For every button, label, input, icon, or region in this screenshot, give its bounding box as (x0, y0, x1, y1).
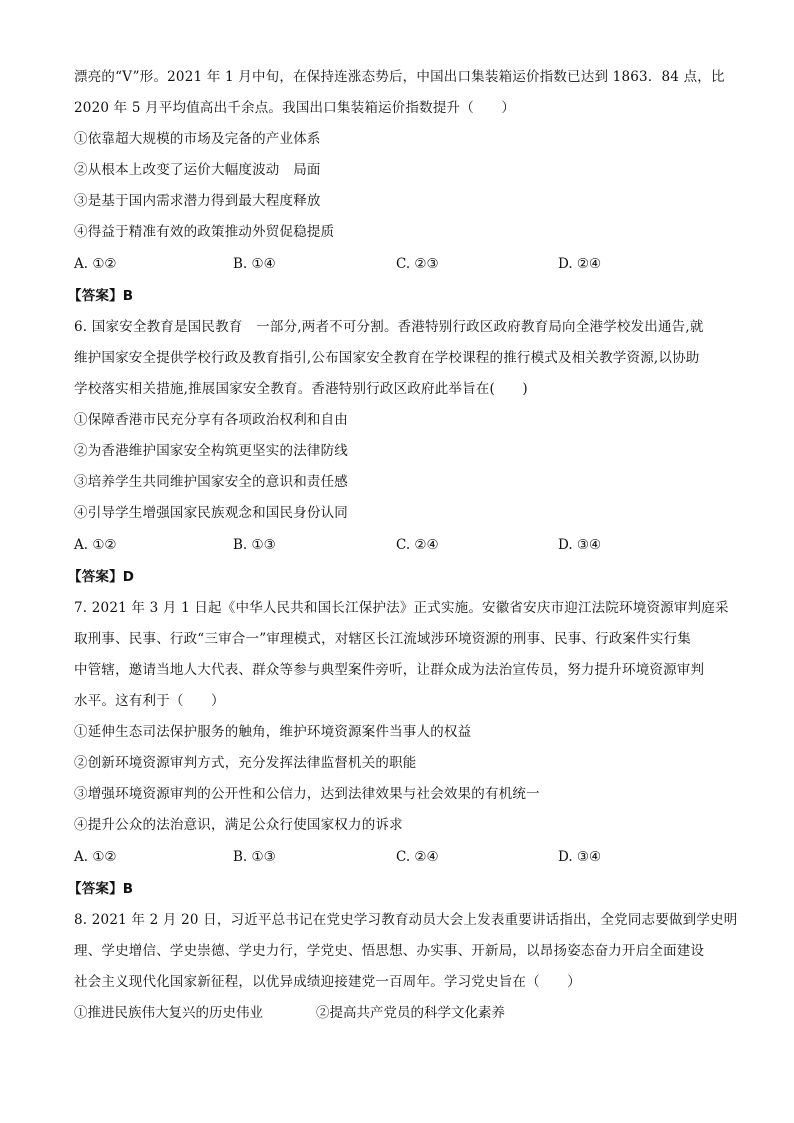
q7-choice-d: D. ③④ (558, 849, 602, 865)
q5-stem-line-2: 2020 年 5 月平均值高出千余点。我国出口集装箱运价指数提升（ ） (74, 100, 516, 116)
q5-option-3: ③是基于国内需求潜力得到最大程度释放 (74, 193, 321, 209)
q7-stem-line-1: 7. 2021 年 3 月 1 日起《中华人民共和国长江保护法》正式实施。安徽省安庆市迎江法院环境资源审判庭采 (74, 600, 729, 616)
q5-choice-d: D. ②④ (558, 256, 602, 272)
q7-stem-line-3: 中管辖，邀请当地人大代表、群众等参与典型案件旁听，让群众成为法治宣传员，努力提升环境资源审判 (74, 662, 705, 678)
q5-choice-c: C. ②③ (396, 256, 439, 272)
q6-option-2: ②为香港维护国家安全构筑更坚实的法律防线 (74, 443, 348, 459)
q5-answer: 【答案】B (68, 288, 134, 304)
q5-choice-b: B. ①④ (233, 256, 276, 272)
q5-option-4: ④得益于精准有效的政策推动外贸促稳提质 (74, 224, 335, 240)
q7-stem-line-2: 取刑事、民事、行政“三审合一”审理模式，对辖区长江流域涉环境资源的刑事、民事、行政案件实行集 (74, 631, 692, 647)
q7-choice-a: A. ①② (74, 849, 117, 865)
q8-stem-line-2: 理、学史增信、学史崇德、学史力行，学党史、悟思想、办实事、开新局，以昂扬姿态奋力开启全面建设 (74, 943, 705, 959)
q7-choice-b: B. ①③ (233, 849, 276, 865)
q8-stem-line-3: 社会主义现代化国家新征程，以优异成绩迎接建党一百周年。学习党史旨在（ ） (74, 974, 581, 990)
q7-option-4: ④提升公众的法治意识，满足公众行使国家权力的诉求 (74, 817, 403, 833)
q8-stem-line-1: 8. 2021 年 2 月 20 日，习近平总书记在党史学习教育动员大会上发表重要讲话指出，全党同志要做到学史明 (74, 912, 738, 928)
q5-option-1: ①依靠超大规模的市场及完备的产业体系 (74, 131, 321, 147)
q6-option-3: ③培养学生共同维护国家安全的意识和责任感 (74, 474, 348, 490)
q5-option-2: ②从根本上改变了运价大幅度波动 局面 (74, 162, 321, 178)
q6-choice-d: D. ③④ (558, 537, 602, 553)
q5-choice-a: A. ①② (74, 256, 117, 272)
q6-choice-c: C. ②④ (396, 537, 439, 553)
q7-option-3: ③增强环境资源审判的公开性和公信力，达到法律效果与社会效果的有机统一 (74, 786, 540, 802)
q6-choice-b: B. ①③ (233, 537, 276, 553)
q7-stem-line-4: 水平。这有利于（ ） (74, 693, 225, 709)
q8-option-1: ①推进民族伟大复兴的历史伟业 (74, 1005, 263, 1021)
q6-option-1: ①保障香港市民充分享有各项政治权利和自由 (74, 412, 348, 428)
q6-stem-line-3: 学校落实相关措施,推展国家安全教育。香港特别行政区政府此举旨在( ) (74, 381, 528, 397)
q7-option-2: ②创新环境资源审判方式，充分发挥法律监督机关的职能 (74, 755, 417, 771)
q7-answer: 【答案】B (68, 881, 134, 897)
q8-option-2: ②提高共产党员的科学文化素养 (316, 1005, 505, 1021)
q5-stem-line-1: 漂亮的“V”形。2021 年 1 月中旬，在保持连涨态势后，中国出口集装箱运价指数已达到 1863．84 点，比 (74, 69, 725, 85)
q6-answer: 【答案】D (68, 569, 135, 585)
q7-choice-c: C. ②④ (396, 849, 439, 865)
q7-option-1: ①延伸生态司法保护服务的触角，维护环境资源案件当事人的权益 (74, 724, 472, 740)
q6-choice-a: A. ①② (74, 537, 117, 553)
q6-option-4: ④引导学生增强国家民族观念和国民身份认同 (74, 505, 348, 521)
q6-stem-line-2: 维护国家安全提供学校行政及教育指引,公布国家安全教育在学校课程的推行模式及相关教学资源,以协助 (74, 350, 700, 366)
q6-stem-line-1: 6. 国家安全教育是国民教育 一部分,两者不可分割。香港特别行政区政府教育局向全港学校发出通告,就 (74, 319, 704, 335)
